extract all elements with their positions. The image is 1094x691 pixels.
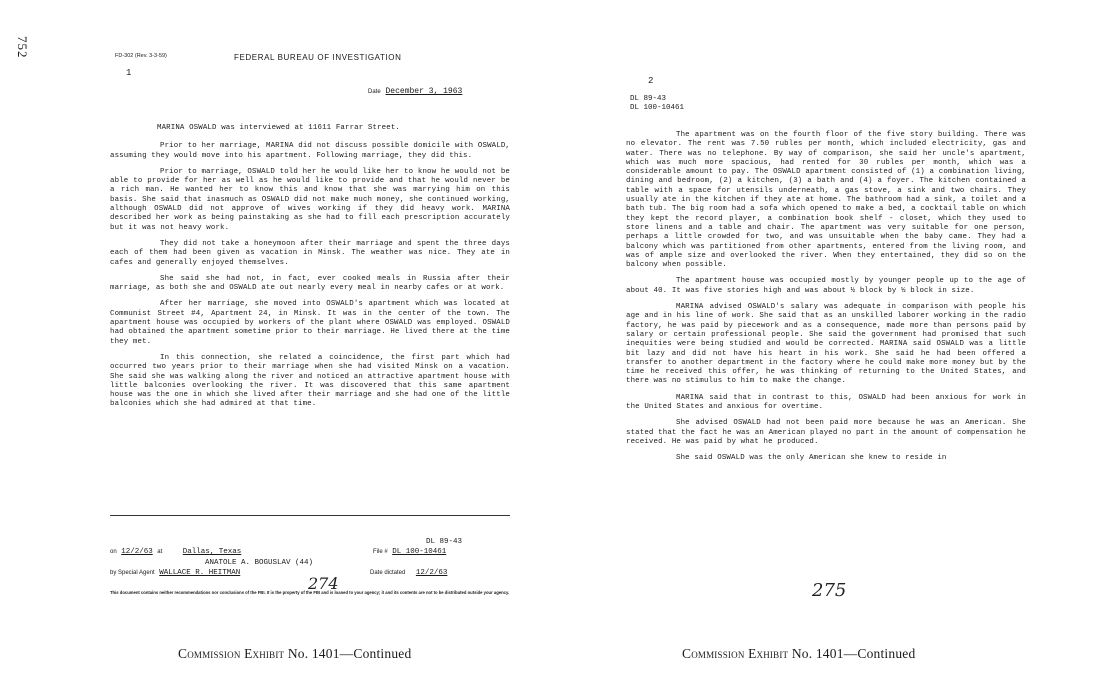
right-file-dl1: DL 89-43: [630, 95, 667, 103]
footer-location-row: [110, 548, 241, 556]
left-caption: [178, 646, 411, 662]
caption-rest: No. 1401—Continued: [791, 646, 916, 661]
paragraph: They did not take a honeymoon after their marriage and spent the three days each of them had been given as vacation in Minsk. The weather was nice. They ate in cafes and generally enjoyed themselves.: [110, 239, 510, 267]
right-page-number: 2: [648, 76, 654, 86]
right-file-dl2: DL 100-10461: [630, 104, 685, 112]
on-label: on: [110, 549, 117, 555]
agency-header: FEDERAL BUREAU OF INVESTIGATION: [234, 53, 402, 62]
agent-name-1: ANATOLE A. BOGUSLAV (44): [205, 559, 314, 567]
paragraph: She said she had not, in fact, ever cooked meals in Russia after their marriage, as both she and OSWALD ate out nearly every meal in nearby cafes or at work.: [110, 274, 510, 293]
right-caption: [682, 646, 915, 662]
date-label: Date: [368, 89, 381, 95]
caption-prefix: Commission Exhibit: [178, 646, 285, 661]
footer-file-dl1: DL 89-43: [426, 538, 463, 546]
paragraph: The apartment was on the fourth floor of the five story building. There was no elevator. The rent was 7.50 rubles per month, which included electricity, gas and water. There was no telephone. By way of comparison, she said her uncle's apartment, which was much more spacious, had rented for 30 rubles per month, which was a considerable amount to pay. The OSWALD apartment consisted of (1) a combination living, dining and bedroom, (2) a kitchen, (3) a bath and (4) a foyer. The kitchen contained a table with a space for utensils underneath, a gas stove, a sink and two chairs. They usually ate in the kitchen if they ate at home. The bathroom had a sink, a toilet and a bath tub. The big room had a sofa which opened to make a bed, a cocktail table on which they kept the record player, a combination book shelf - closet, which they used to store linens and a table and chair. The apartment was very suitable for one person, perhaps a little crowded for two, and was unsuitable when the baby came. They had a balcony which was partitioned from other apartments, entered from the living room, and was of ample size and overlooked the river. When they entertained, they did so on the balcony when possible.: [626, 131, 1026, 270]
side-page-number: 752: [15, 36, 30, 59]
disclaimer: This document contains neither recommendations nor conclusions of the FBI. It is the property of the FBI and is loaned to your agency; it and its contents are not to be distributed outside your agency.: [110, 590, 510, 595]
dictated-label: Date dictated: [370, 570, 406, 576]
right-file-ref: [630, 95, 684, 113]
paragraph: She said OSWALD was the only American she knew to reside in: [676, 454, 947, 463]
left-page-number: 1: [126, 68, 132, 78]
date-value: December 3, 1963: [385, 87, 463, 96]
at-label: at: [157, 549, 163, 555]
form-id: FD-302 (Rev. 3-3-59): [115, 53, 167, 59]
footer-file-row: [373, 548, 446, 556]
left-page-body: [110, 124, 510, 417]
file-label: File #: [373, 549, 388, 555]
lead-paragraph: MARINA OSWALD was interviewed at 11611 Farrar Street.: [157, 124, 401, 132]
right-page-body: [626, 131, 1026, 471]
divider: [110, 515, 510, 516]
footer-file-dl2: DL 100-10461: [392, 548, 447, 556]
at-location: Dallas, Texas: [182, 548, 242, 556]
agent-row: [110, 569, 240, 577]
paragraph: Prior to her marriage, MARINA did not discuss possible domicile with OSWALD, assuming they would move into his apartment. Following marriage, they did this.: [110, 142, 510, 160]
paragraph: She advised OSWALD had not been paid more because he was an American. She stated that the fact he was an American played no part in the amount of compensation he received. He was paid by what he produced.: [626, 419, 1026, 446]
date-line: [368, 87, 462, 96]
paragraph: MARINA said that in contrast to this, OSWALD had been anxious for work in the United States and anxious for overtime.: [626, 393, 1026, 412]
paragraph: After her marriage, she moved into OSWALD's apartment which was located at Communist Street #4, Apartment 24, in Minsk. It was in the center of the town. The apartment house was occupied by workers of the plant where OSWALD was employed. OSWALD had obtained the apartment sometime prior to their marriage. He lived there at the time they met.: [110, 300, 510, 346]
caption-prefix: Commission Exhibit: [682, 646, 789, 661]
agent-label: by Special Agent: [110, 570, 155, 576]
handwritten-page-number-right: 275: [812, 580, 847, 601]
paragraph: The apartment house was occupied mostly by younger people up to the age of about 40. It was five stories high and was about ½ block by ½ block in size.: [626, 277, 1026, 295]
paragraph: MARINA advised OSWALD's salary was adequate in comparison with people his age and in his line of work. She said that as an unskilled laborer working in the radio factory, he was paid by piecework and as a consequence, made more than persons paid by salary or certain professional people. She said the government had promised that such inequities were being studied and would be corrected. MARINA said OSWALD was a little bit lazy and did not have his heart in his work. She said he had been offered a transfer to another department in the factory where he could make more money but by the time he received this offer, he was thinking of returning to the United States, and there was no stimulus to him to make the change.: [626, 303, 1026, 386]
on-date: 12/2/63: [121, 548, 153, 556]
paragraph: In this connection, she related a coincidence, the first part which had occurred two years prior to their marriage when she had visited Minsk on a vacation. She said she was walking along the river and noticed an attractive apartment house with little balconies overlooking the river. It was discovered that this same apartment house was the one in which she lived after their marriage and she had one of the little balconies which she had admired at that time.: [110, 353, 510, 409]
agent-name-2: WALLACE R. HEITMAN: [159, 569, 241, 577]
handwritten-page-number-left: 274: [308, 574, 339, 593]
dictated-row: [370, 569, 447, 577]
paragraph: Prior to marriage, OSWALD told her he would like her to know he would not be able to provide for her as well as he would like to provide and that he would never be a rich man. He wanted her to know this and know that she was marrying him on this basis. She said that inasmuch as OSWALD did not make much money, she continued working, although OSWALD did not approve of wives working if they did heavy work. MARINA described her work as being painstaking as she had to fill each prescription accurately but it was not heavy work.: [110, 167, 510, 232]
dictated-date: 12/2/63: [415, 569, 448, 577]
caption-rest: No. 1401—Continued: [287, 646, 412, 661]
